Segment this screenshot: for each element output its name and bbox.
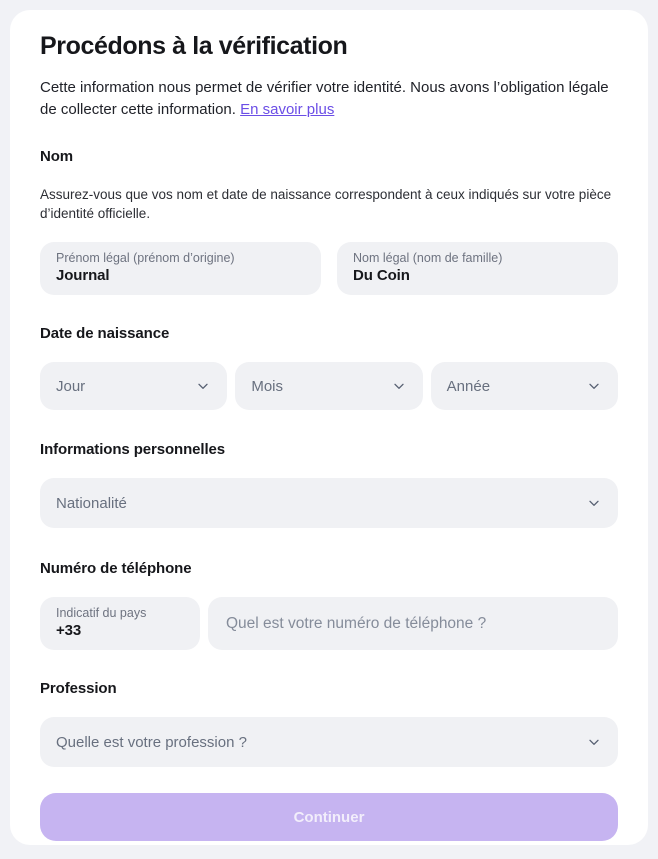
chevron-down-icon <box>586 734 602 750</box>
month-select[interactable] <box>235 362 422 410</box>
profession-select[interactable] <box>40 717 618 767</box>
last-name-field[interactable] <box>337 242 618 295</box>
year-select-placeholder: Année <box>446 377 491 395</box>
first-name-value: Journal <box>56 267 110 284</box>
country-code-label: Indicatif du pays <box>56 606 147 620</box>
nationality-select-placeholder: Nationalité <box>56 494 127 512</box>
last-name-value: Du Coin <box>353 267 410 284</box>
phone-row <box>40 597 618 650</box>
year-select[interactable] <box>431 362 618 410</box>
intro-text-body: Cette information nous permet de vérifier votre identité. Nous avons l’obligation légale de collecter cette information. <box>40 79 609 118</box>
country-code-field[interactable] <box>40 597 200 650</box>
profession-select-placeholder: Quelle est votre profession ? <box>56 733 247 751</box>
chevron-down-icon <box>391 378 407 394</box>
learn-more-link[interactable]: En savoir plus <box>240 101 335 118</box>
name-helper-text: Assurez-vous que vos nom et date de naissance correspondent à ceux indiqués sur votre pièce d’identité officielle. <box>40 187 612 221</box>
verification-card <box>10 10 648 845</box>
last-name-label: Nom légal (nom de famille) <box>353 251 503 265</box>
day-select-placeholder: Jour <box>56 377 86 395</box>
phone-number-input[interactable] <box>208 597 618 650</box>
name-section-heading: Nom <box>40 148 74 165</box>
first-name-field[interactable] <box>40 242 321 295</box>
day-select[interactable] <box>40 362 227 410</box>
nationality-select[interactable] <box>40 478 618 528</box>
month-select-placeholder: Mois <box>251 377 283 395</box>
page-title: Procédons à la vérification <box>40 32 348 60</box>
first-name-label: Prénom légal (prénom d’origine) <box>56 251 235 265</box>
phone-section-heading: Numéro de téléphone <box>40 560 192 577</box>
profession-section-heading: Profession <box>40 680 117 697</box>
personal-info-section-heading: Informations personnelles <box>40 441 226 458</box>
continue-button[interactable]: Continuer <box>40 793 618 841</box>
country-code-value: +33 <box>56 622 82 639</box>
chevron-down-icon <box>586 378 602 394</box>
name-fields-row <box>40 242 618 295</box>
birth-date-row <box>40 362 618 410</box>
birth-date-section-heading: Date de naissance <box>40 325 170 342</box>
chevron-down-icon <box>195 378 211 394</box>
chevron-down-icon <box>586 495 602 511</box>
intro-text <box>40 77 618 121</box>
